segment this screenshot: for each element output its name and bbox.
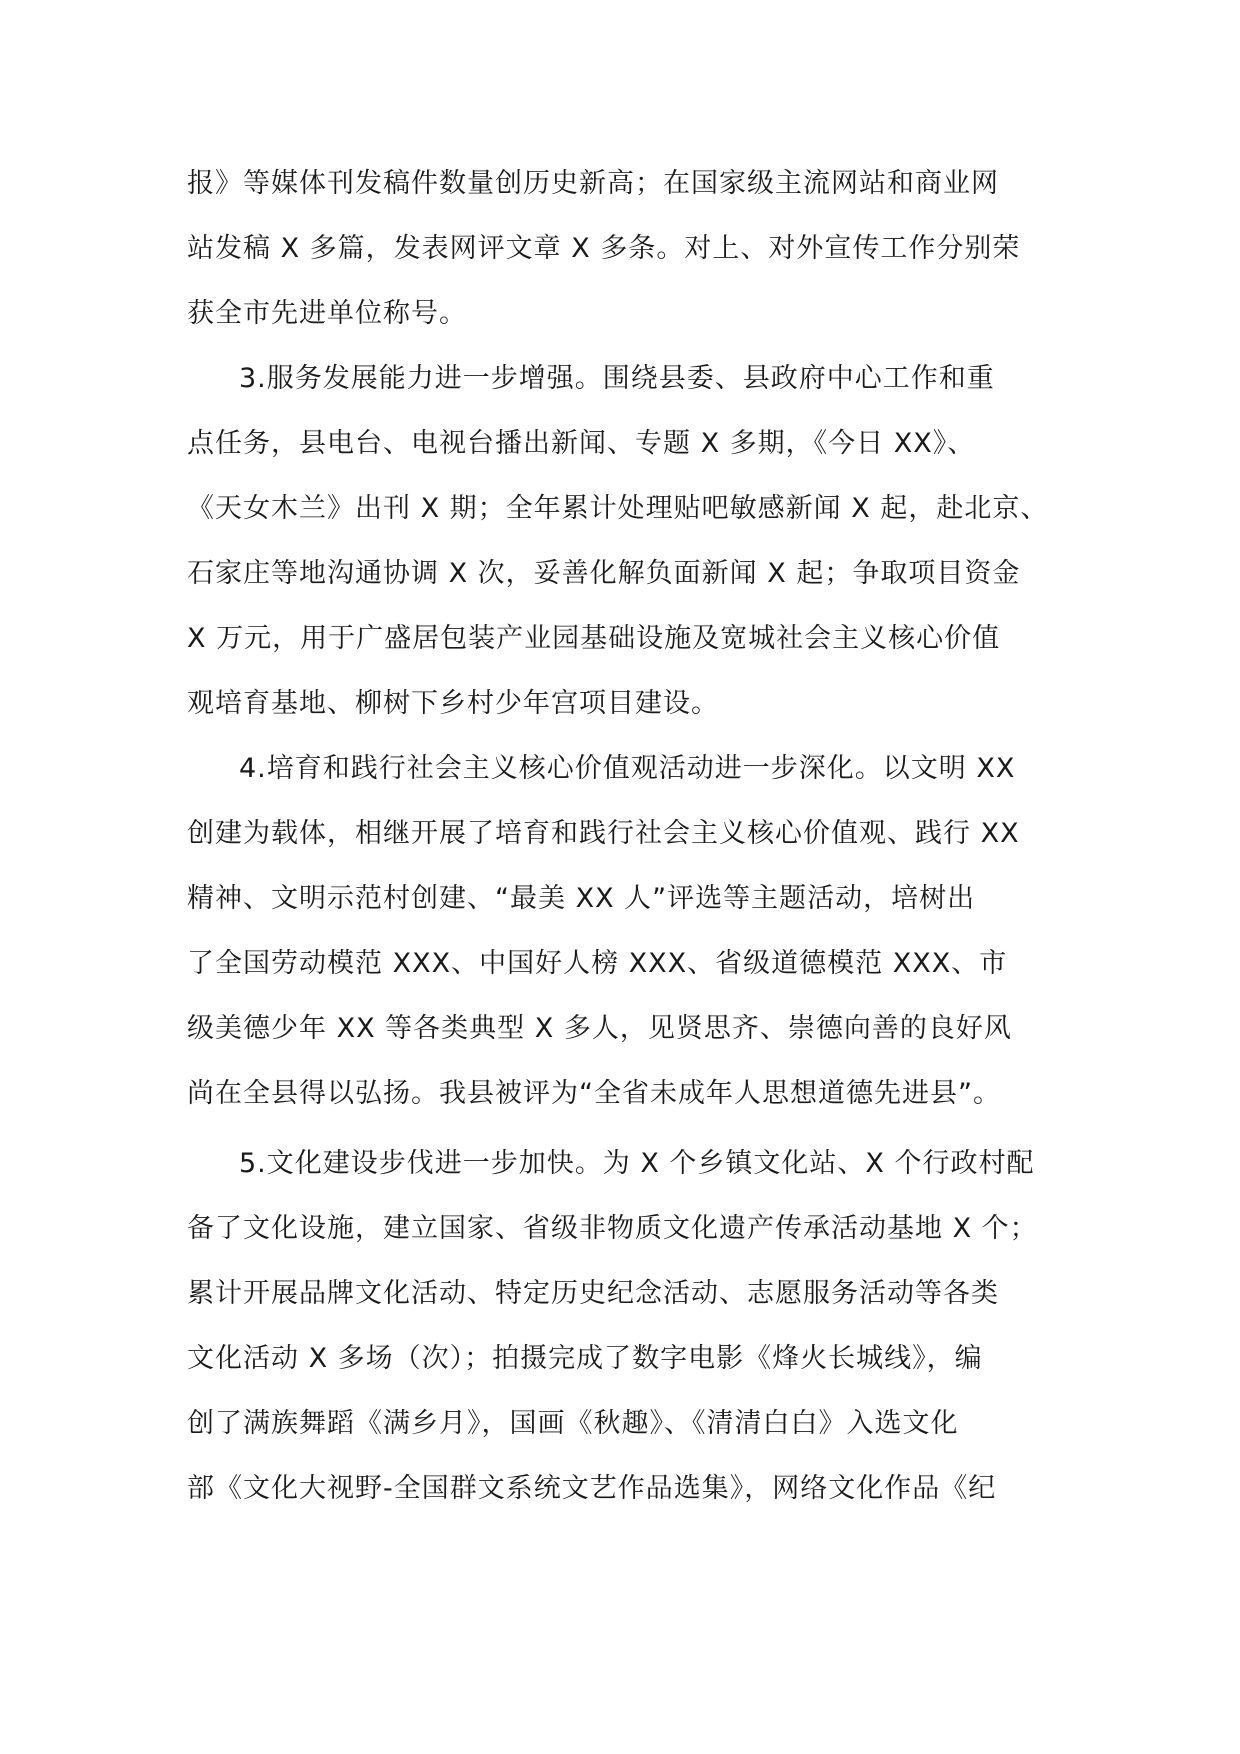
paragraph-4-heading-line: 4.培育和践行社会主义核心价值观活动进一步深化。以文明 XX xyxy=(239,753,1016,784)
document-body xyxy=(187,168,1087,1538)
text-line: 站发稿 X 多篇，发表网评文章 X 多条。对上、对外宣传工作分别荣 xyxy=(187,233,1021,264)
text-line: 部《文化大视野-全国群文系统文艺作品选集》，网络文化作品《纪 xyxy=(187,1473,997,1504)
text-line: 级美德少年 XX 等各类典型 X 多人，见贤思齐、崇德向善的良好风 xyxy=(187,1013,1012,1044)
paragraph-5-heading-line: 5.文化建设步伐进一步加快。为 X 个乡镇文化站、X 个行政村配 xyxy=(239,1148,1035,1179)
text-line: 观培育基地、柳树下乡村少年宫项目建设。 xyxy=(187,688,719,719)
text-line: 《天女木兰》出刊 X 期；全年累计处理贴吧敏感新闻 X 起，赴北京、 xyxy=(187,493,1049,524)
text-line: 累计开展品牌文化活动、特定历史纪念活动、志愿服务活动等各类 xyxy=(187,1278,999,1309)
text-line: 了全国劳动模范 XXX、中国好人榜 XXX、省级道德模范 XXX、市 xyxy=(187,948,1008,979)
text-line: 创了满族舞蹈《满乡月》，国画《秋趣》、《清清白白》入选文化 xyxy=(187,1408,959,1439)
text-line: X 万元，用于广盛居包装产业园基础设施及宽城社会主义核心价值 xyxy=(187,623,1001,654)
text-line: 精神、文明示范村创建、“最美 XX 人”评选等主题活动，培树出 xyxy=(187,883,976,914)
text-line: 石家庄等地沟通协调 X 次，妥善化解负面新闻 X 起；争取项目资金 xyxy=(187,558,1021,589)
text-line: 文化活动 X 多场（次）；拍摄完成了数字电影《烽火长城线》，编 xyxy=(187,1343,983,1374)
paragraph-3-heading-line: 3.服务发展能力进一步增强。围绕县委、县政府中心工作和重 xyxy=(239,363,995,394)
text-line: 创建为载体，相继开展了培育和践行社会主义核心价值观、践行 XX xyxy=(187,818,1020,849)
text-line: 报》等媒体刊发稿件数量创历史新高；在国家级主流网站和商业网 xyxy=(187,168,999,199)
text-line: 获全市先进单位称号。 xyxy=(187,298,467,329)
text-line: 尚在全县得以弘扬。我县被评为“全省未成年人思想道德先进县”。 xyxy=(187,1078,1001,1109)
text-line: 点任务，县电台、电视台播出新闻、专题 X 多期，《今日 XX》、 xyxy=(187,428,976,459)
text-line: 备了文化设施，建立国家、省级非物质文化遗产传承活动基地 X 个； xyxy=(187,1213,1038,1244)
